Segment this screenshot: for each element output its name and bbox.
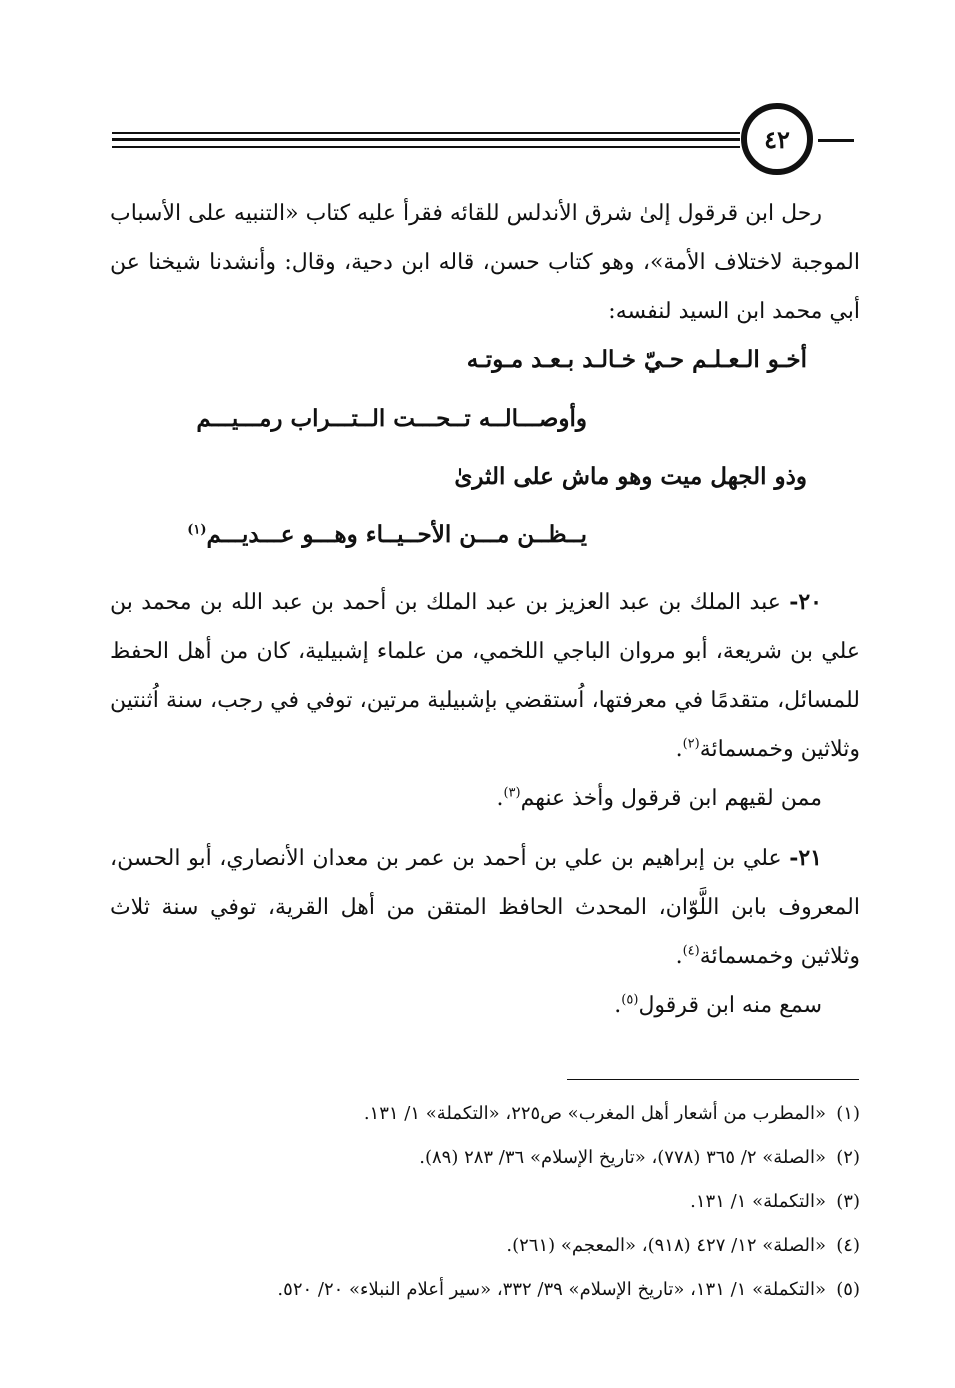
- footnote-ref: (٤): [682, 943, 700, 959]
- header-rule: [112, 138, 740, 141]
- header-rule: [818, 139, 854, 142]
- period: .: [675, 737, 683, 762]
- footnote-ref: (٥): [621, 992, 639, 1008]
- page-number: ٤٢: [741, 103, 813, 175]
- intro-paragraph: [110, 189, 860, 336]
- footnote-ref: (١): [187, 522, 207, 538]
- entry-number: ٢٠-: [789, 589, 822, 615]
- period: .: [675, 944, 683, 969]
- entry-20-met: [110, 774, 860, 823]
- heard-text: سمع منه ابن قرقول: [638, 993, 822, 1018]
- header-rule: [112, 146, 740, 148]
- entry-body: علي بن إبراهيم بن علي بن أحمد بن عمر بن معدان الأنصاري، أبو الحسن، المعروف بابن اللَّوّان، المحدث الحافظ المتقن من أهل القرية، توفي سنة ثلاث وثلاثين وخمسمائة: [110, 846, 860, 969]
- footnote-4: [100, 1224, 860, 1268]
- entry-body: عبد الملك بن عبد العزيز بن عبد الملك بن أحمد بن عبد الله بن محمد بن علي بن شريعة، أبو مروان الباجي اللخمي، من علماء إشبيلية، كان من أهل الحفظ للمسائل، متقدمًا في معرفتها، اُستقضي بإشبيلية مرتين، توفي في رجب، سنة اُثنتين وثلاثين وخمسمائة: [110, 590, 860, 762]
- verse-line-2: وأوصـــالــه تــحـــت الــتـــراب رمـــيـــم: [196, 405, 587, 432]
- entry-20-text: [110, 578, 860, 774]
- period: .: [614, 993, 622, 1018]
- footnote-separator: [567, 1079, 859, 1080]
- verse-line-3: وذو الجهل ميت وهو ماش على الثرىٰ: [454, 463, 807, 490]
- entry-number: ٢١-: [789, 845, 822, 871]
- intro-text: رحل ابن قرقول إلىٰ شرق الأندلس للقائه فقرأ عليه كتاب «التنبيه على الأسباب الموجبة لاختلاف الأمة»، وهو كتاب حسن، قاله ابن دحية، وقال: وأنشدنا شيخنا عن أبي محمد ابن السيد لنفسه:: [110, 201, 860, 324]
- footnote-text: «الصلة» ١٢/ ٤٢٧ (٩١٨)، «المعجم» (٢٦١).: [506, 1235, 826, 1256]
- footnote-number: (٣): [836, 1191, 860, 1212]
- verse-line-1: أخـو الـعـلـم حـيّ خـالـد بـعـد مـوتـه: [466, 346, 807, 373]
- footnote-number: (٥): [836, 1279, 860, 1300]
- footnotes: [100, 1092, 860, 1312]
- period: .: [496, 786, 504, 811]
- footnote-text: «الصلة» ٢/ ٣٦٥ (٧٧٨)، «تاريخ الإسلام» ٣٦/ ٢٨٣ (٨٩).: [419, 1147, 826, 1168]
- footnote-text: «التكملة» ١/ ١٣١.: [690, 1191, 826, 1212]
- footnote-number: (٢): [836, 1147, 860, 1168]
- footnote-2: [100, 1136, 860, 1180]
- met-text: ممن لقيهم ابن قرقول وأخذ عنهم: [520, 786, 822, 811]
- entry-20: [110, 578, 860, 823]
- verse-line-4-text: يــظــن مـــن الأحــيــاء وهـــو عـــديـــم: [206, 521, 587, 548]
- footnote-ref: (٣): [503, 785, 521, 801]
- footnote-text: «التكملة» ١/ ١٣١، «تاريخ الإسلام» ٣٩/ ٣٣٢، «سير أعلام النبلاء» ٢٠/ ٥٢٠.: [277, 1279, 826, 1300]
- header-rule: [112, 132, 740, 134]
- footnote-number: (٤): [836, 1235, 860, 1256]
- entry-21-heard: [110, 981, 860, 1030]
- footnote-3: [100, 1180, 860, 1224]
- footnote-text: «المطرب من أشعار أهل المغرب» ص٢٢٥، «التكملة» ١/ ١٣١.: [363, 1103, 826, 1124]
- verse-line-4: [187, 521, 587, 548]
- entry-21: [110, 834, 860, 1030]
- footnote-5: [100, 1268, 860, 1312]
- entry-21-text: [110, 834, 860, 981]
- footnote-number: (١): [836, 1103, 860, 1124]
- footnote-ref: (٢): [682, 736, 700, 752]
- footnote-1: [100, 1092, 860, 1136]
